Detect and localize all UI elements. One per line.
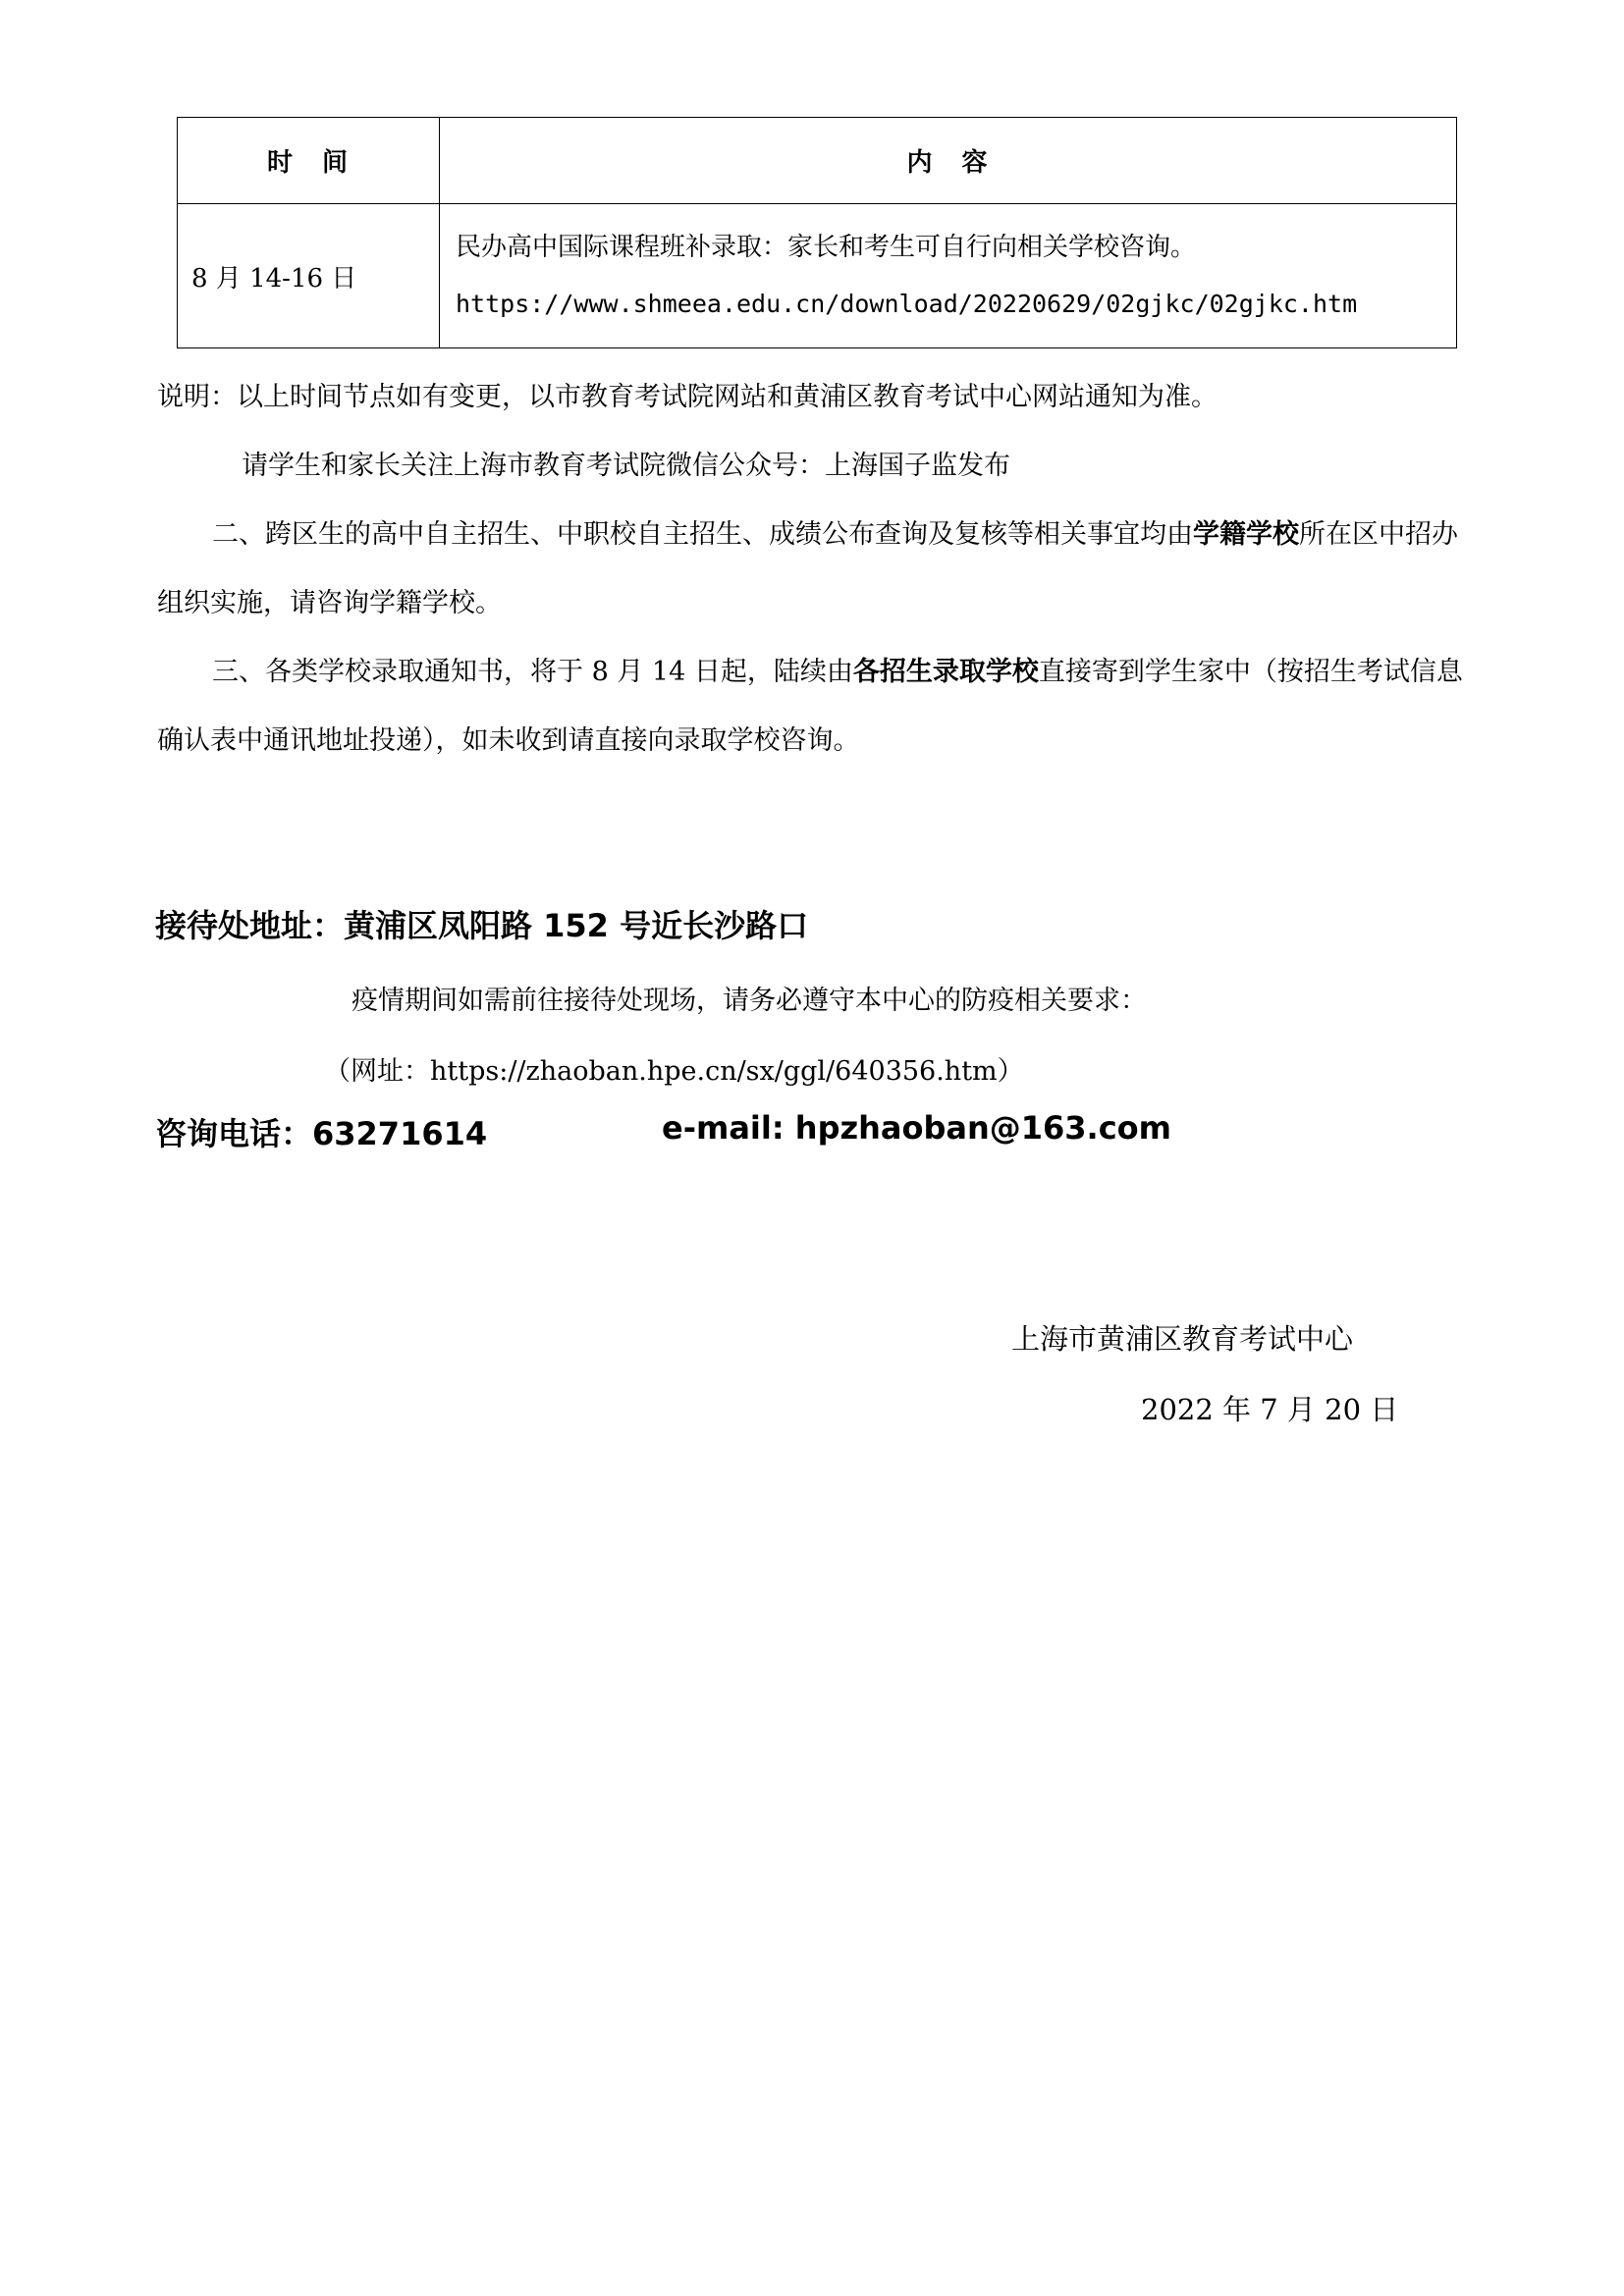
table-header-row (178, 118, 1457, 204)
header-time: 时 间 (178, 118, 440, 204)
paragraph-3 (157, 638, 1483, 775)
note-text: 说明：以上时间节点如有变更，以市教育考试院网站和黄浦区教育考试中心网站通知为准。 (157, 382, 1218, 412)
website-text: （网址：https://zhaoban.hpe.cn/sx/ggl/640356.htm） (324, 1056, 1024, 1087)
schedule-table (177, 117, 1457, 348)
row-content-url: https://www.shmeea.edu.cn/download/20220629/02gjkc/02gjkc.htm (456, 290, 1358, 318)
header-content: 内 容 (440, 118, 1457, 204)
paragraph-3-pre: 三、各类学校录取通知书，将于 8 月 14 日起，陆续由 (212, 657, 853, 687)
reception-address: 接待处地址：黄浦区凤阳路 152 号近长沙路口 (155, 907, 809, 944)
row-time: 8 月 14-16 日 (178, 204, 440, 348)
phone-text: 咨询电话：63271614 (155, 1115, 488, 1152)
paragraph-2-bold: 学籍学校 (1193, 519, 1299, 550)
row-content-text: 民办高中国际课程班补录取：家长和考生可自行向相关学校咨询。 (456, 233, 1197, 262)
paragraph-2-pre: 二、跨区生的高中自主招生、中职校自主招生、成绩公布查询及复核等相关事宜均由 (212, 519, 1193, 550)
signature-org: 上海市黄浦区教育考试中心 (1011, 1322, 1354, 1356)
paragraph-3-bold: 各招生录取学校 (852, 657, 1039, 687)
email-text: e-mail: hpzhaoban@163.com (662, 1109, 1171, 1147)
row-content (440, 204, 1457, 348)
epidemic-note: 疫情期间如需前往接待处现场，请务必遵守本中心的防疫相关要求： (352, 986, 1147, 1016)
wechat-text: 请学生和家长关注上海市教育考试院微信公众号：上海国子监发布 (242, 451, 1010, 481)
table-row (178, 204, 1457, 348)
signature-date: 2022 年 7 月 20 日 (1141, 1393, 1399, 1426)
paragraph-3-post: 直接寄到学生家中（按招生考试信息确认表中通讯地址投递），如未收到请直接向录取学校咨询。 (157, 657, 1463, 756)
paragraph-2 (157, 501, 1483, 638)
paragraph-2-post: 所在区中招办组织实施，请咨询学籍学校。 (157, 519, 1458, 618)
